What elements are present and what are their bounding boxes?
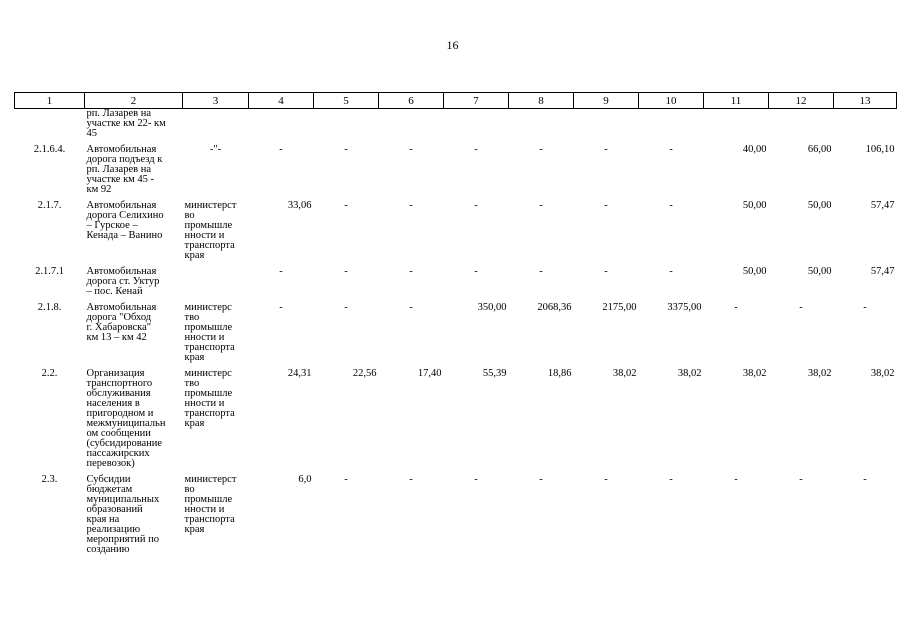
value-cell: - <box>863 302 867 313</box>
value-cell: 17,40 <box>417 368 442 379</box>
value-cell: 50,00 <box>742 200 767 211</box>
table-row <box>15 369 897 475</box>
value-cell: 38,02 <box>870 368 895 379</box>
column-header: 9 <box>574 93 639 109</box>
value-cell: - <box>669 200 673 211</box>
value-cell <box>314 109 379 146</box>
item-executor <box>183 109 249 146</box>
value-cell: 40,00 <box>742 144 767 155</box>
value-cell: - <box>539 474 543 485</box>
value-cell: - <box>344 474 348 485</box>
value-cell: - <box>669 144 673 155</box>
value-cell: - <box>474 474 478 485</box>
value-cell: - <box>409 144 413 155</box>
column-header: 11 <box>704 93 769 109</box>
value-cell: - <box>344 266 348 277</box>
value-cell: 2175,00 <box>602 302 637 313</box>
value-cell <box>704 109 769 146</box>
value-cell: - <box>669 474 673 485</box>
value-cell: 24,31 <box>287 368 312 379</box>
value-cell: - <box>539 200 543 211</box>
column-header: 5 <box>314 93 379 109</box>
value-cell: - <box>539 144 543 155</box>
column-header: 13 <box>834 93 897 109</box>
item-number: 2.1.8. <box>37 302 62 313</box>
value-cell: - <box>279 266 283 277</box>
column-header: 7 <box>444 93 509 109</box>
value-cell: 33,06 <box>287 200 312 211</box>
item-name: Автомобильная дорога Селихино – Гурское – Кенада – Ванино <box>86 200 164 241</box>
value-cell: 6,0 <box>298 474 312 485</box>
page-number: 16 <box>446 38 459 52</box>
value-cell: 66,00 <box>807 144 832 155</box>
item-number: 2.1.6.4. <box>33 144 66 155</box>
item-executor <box>183 267 249 303</box>
value-cell <box>834 109 897 146</box>
column-header: 2 <box>85 93 183 109</box>
value-cell <box>444 109 509 146</box>
item-name: рп. Лазарев на участке км 22- км 45 <box>86 108 166 139</box>
item-executor: министерст во промышле нности и транспорта края <box>184 200 237 261</box>
table-row <box>15 109 897 146</box>
value-cell: 38,02 <box>807 368 832 379</box>
value-cell: - <box>474 266 478 277</box>
value-cell: 18,86 <box>547 368 572 379</box>
item-number: 2.1.7.1 <box>35 266 64 277</box>
column-header: 10 <box>639 93 704 109</box>
column-header: 12 <box>769 93 834 109</box>
value-cell: 22,56 <box>352 368 377 379</box>
value-cell: 38,02 <box>677 368 702 379</box>
value-cell <box>509 109 574 146</box>
item-executor: министерс тво промышле нности и транспорта края <box>184 368 235 429</box>
value-cell: - <box>604 144 608 155</box>
value-cell: - <box>734 474 738 485</box>
item-name: Автомобильная дорога подъезд к рп. Лазарев на участке км 45 - км 92 <box>86 144 163 195</box>
value-cell: - <box>669 266 673 277</box>
item-executor: министерс тво промышле нности и транспорта края <box>184 302 235 363</box>
value-cell: 38,02 <box>612 368 637 379</box>
value-cell: - <box>279 144 283 155</box>
value-cell <box>379 109 444 146</box>
value-cell: - <box>799 302 803 313</box>
value-cell: 3375,00 <box>667 302 702 313</box>
value-cell: 50,00 <box>742 266 767 277</box>
value-cell <box>249 109 314 146</box>
table-row <box>15 303 897 369</box>
value-cell: - <box>409 266 413 277</box>
value-cell: 57,47 <box>870 200 895 211</box>
item-executor: министерст во промышле нности и транспорта края <box>184 474 237 535</box>
value-cell: - <box>604 474 608 485</box>
value-cell <box>769 109 834 146</box>
value-cell <box>639 109 704 146</box>
value-cell: - <box>604 266 608 277</box>
item-number: 2.3. <box>41 474 58 485</box>
value-cell: 106,10 <box>865 144 895 155</box>
item-name: Автомобильная дорога "Обход г. Хабаровска" км 13 – км 42 <box>86 302 157 343</box>
table-row <box>15 475 897 561</box>
value-cell: - <box>344 200 348 211</box>
value-cell: 38,02 <box>742 368 767 379</box>
item-number: 2.1.7. <box>37 200 62 211</box>
value-cell: - <box>344 302 348 313</box>
budget-table <box>14 92 897 561</box>
value-cell: - <box>474 200 478 211</box>
value-cell: - <box>409 474 413 485</box>
column-header: 6 <box>379 93 444 109</box>
value-cell: - <box>734 302 738 313</box>
header-row <box>15 93 897 109</box>
item-number <box>15 109 85 146</box>
table-row <box>15 145 897 201</box>
value-cell: - <box>604 200 608 211</box>
table-row <box>15 201 897 267</box>
item-name: Автомобильная дорога ст. Уктур – пос. Кенай <box>86 266 160 297</box>
table-row <box>15 267 897 303</box>
value-cell: 50,00 <box>807 266 832 277</box>
value-cell: - <box>863 474 867 485</box>
value-cell: - <box>409 302 413 313</box>
item-number: 2.2. <box>41 368 58 379</box>
item-name: Субсидии бюджетам муниципальных образований края на реализацию мероприятий по созданию <box>86 474 160 555</box>
value-cell: - <box>279 302 283 313</box>
column-header: 4 <box>249 93 314 109</box>
column-header: 3 <box>183 93 249 109</box>
value-cell: 57,47 <box>870 266 895 277</box>
value-cell: 350,00 <box>477 302 507 313</box>
value-cell <box>574 109 639 146</box>
value-cell: - <box>799 474 803 485</box>
item-executor: -"- <box>209 144 222 155</box>
column-header: 8 <box>509 93 574 109</box>
value-cell: 50,00 <box>807 200 832 211</box>
value-cell: 2068,36 <box>537 302 572 313</box>
value-cell: 55,39 <box>482 368 507 379</box>
item-name: Организация транспортного обслуживания населения в пригородном и межмуниципальн ом сообщении (субсидирование пассажирских перевозок) <box>86 368 166 469</box>
value-cell: - <box>539 266 543 277</box>
value-cell: - <box>344 144 348 155</box>
column-header: 1 <box>15 93 85 109</box>
value-cell: - <box>474 144 478 155</box>
value-cell: - <box>409 200 413 211</box>
